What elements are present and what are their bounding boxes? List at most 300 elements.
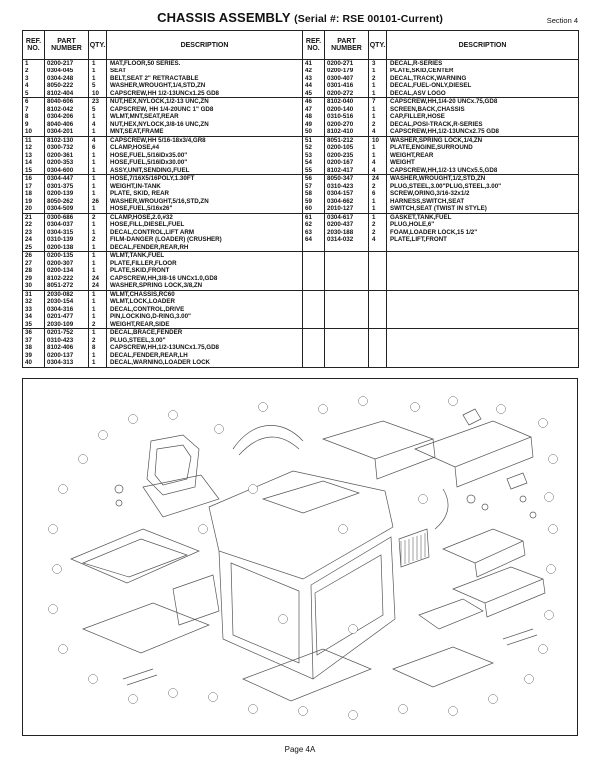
qty-cell: 1 <box>89 290 107 298</box>
table-row <box>23 75 579 82</box>
qty-cell: 1 <box>89 298 107 305</box>
table-row <box>23 68 579 75</box>
ref-no-cell: 49 <box>303 121 325 128</box>
description-cell: HOSE,FILL,DIESEL,FUEL <box>107 221 303 228</box>
ref-no-cell: 29 <box>23 275 45 282</box>
qty-cell <box>369 298 387 305</box>
description-cell <box>387 275 579 282</box>
table-row <box>23 252 579 260</box>
ref-no-cell: 54 <box>303 159 325 166</box>
part-number-cell: 0200-217 <box>45 60 89 68</box>
description-cell: WEIGHT <box>387 159 579 166</box>
qty-cell: 1 <box>369 68 387 75</box>
parts-list-table <box>22 30 579 368</box>
qty-cell: 1 <box>89 352 107 359</box>
title-text: CHASSIS ASSEMBLY <box>157 10 291 25</box>
parts-table-body <box>23 60 579 368</box>
table-row <box>23 313 579 320</box>
ref-no-cell: 48 <box>303 113 325 120</box>
qty-cell: 1 <box>369 198 387 205</box>
description-cell: PLATE,FILLER,FLOOR <box>107 260 303 267</box>
part-number-cell <box>325 337 369 344</box>
table-header-row <box>23 31 579 60</box>
ref-no-cell <box>303 329 325 337</box>
qty-cell: 1 <box>89 252 107 260</box>
qty-cell: 2 <box>369 183 387 190</box>
qty-cell: 1 <box>89 229 107 236</box>
qty-cell: 1 <box>89 244 107 252</box>
callout-bubble <box>53 565 62 574</box>
table-row <box>23 236 579 243</box>
description-cell: CAPSCREW,HH 1/2-13UNCx1.25 GD8 <box>107 90 303 98</box>
qty-cell: 10 <box>369 136 387 144</box>
description-cell: PLUG,STEEL,3.00"PLUG,STEEL,3.00" <box>387 183 579 190</box>
engine-surround-drawing <box>323 421 433 459</box>
qty-cell: 1 <box>89 359 107 367</box>
part-number-cell: 0200-137 <box>45 352 89 359</box>
qty-cell: 1 <box>89 221 107 228</box>
part-number-cell: 0304-600 <box>45 167 89 175</box>
callout-bubble <box>497 405 506 414</box>
ref-no-cell: 40 <box>23 359 45 367</box>
callout-bubble <box>259 403 268 412</box>
description-cell: DECAL,CONTROL,LIFT ARM <box>107 229 303 236</box>
ref-no-cell: 28 <box>23 267 45 274</box>
description-cell: CLAMP,HOSE,#4 <box>107 144 303 151</box>
part-number-cell <box>325 298 369 305</box>
part-number-cell: 0304-037 <box>45 221 89 228</box>
part-number-cell: 0301-375 <box>45 183 89 190</box>
part-number-cell: 0200-270 <box>325 121 369 128</box>
description-cell: DECAL,WARNING,LOADER LOCK <box>107 359 303 367</box>
qty-cell: 4 <box>369 236 387 243</box>
callout-bubble <box>525 675 534 684</box>
qty-cell: 1 <box>369 205 387 213</box>
callout-bubble <box>49 525 58 534</box>
ref-no-cell: 46 <box>303 98 325 106</box>
description-cell <box>387 321 579 329</box>
part-number-cell: 0201-477 <box>45 313 89 320</box>
part-number-cell: 0300-732 <box>45 144 89 151</box>
description-cell: DECAL,ASV LOGO <box>387 90 579 98</box>
ref-no-cell: 31 <box>23 290 45 298</box>
ref-no-cell: 37 <box>23 337 45 344</box>
ref-no-cell <box>303 359 325 367</box>
description-cell <box>387 282 579 290</box>
callout-bubble <box>299 707 308 716</box>
table-row <box>23 221 579 228</box>
ref-no-cell: 47 <box>303 106 325 113</box>
description-cell <box>387 260 579 267</box>
table-row <box>23 275 579 282</box>
ref-no-cell: 30 <box>23 282 45 290</box>
part-number-cell: 0310-139 <box>45 236 89 243</box>
ref-no-cell <box>303 352 325 359</box>
ref-no-cell: 63 <box>303 229 325 236</box>
ref-no-cell <box>303 313 325 320</box>
ref-no-cell: 39 <box>23 352 45 359</box>
table-row <box>23 344 579 351</box>
qty-cell <box>369 329 387 337</box>
part-number-cell: 8050-347 <box>325 175 369 183</box>
callout-bubble <box>129 695 138 704</box>
part-number-cell: 0304-045 <box>45 68 89 75</box>
description-cell <box>387 290 579 298</box>
callout-bubble <box>449 397 458 406</box>
ref-no-cell: 42 <box>303 68 325 75</box>
ref-no-cell: 33 <box>23 306 45 313</box>
part-number-cell: 8040-606 <box>45 98 89 106</box>
ref-no-cell: 57 <box>303 183 325 190</box>
description-header: DESCRIPTION <box>107 31 303 60</box>
table-row <box>23 113 579 120</box>
part-number-cell <box>325 306 369 313</box>
qty-cell: 2 <box>89 236 107 243</box>
part-number-cell: 8102-040 <box>325 98 369 106</box>
qty-cell <box>369 244 387 252</box>
ref-no-cell <box>303 306 325 313</box>
callout-bubble <box>349 711 358 720</box>
qty-cell: 1 <box>89 152 107 159</box>
ref-no-cell: 24 <box>23 236 45 243</box>
ref-no-cell: 19 <box>23 198 45 205</box>
callout-bubble <box>99 431 108 440</box>
description-cell: MAT,FLOOR,50 SERIES. <box>107 60 303 68</box>
description-cell: SEAT <box>107 68 303 75</box>
qty-cell: 2 <box>89 321 107 329</box>
part-number-cell <box>325 321 369 329</box>
part-number-cell: 0200-134 <box>45 267 89 274</box>
qty-cell <box>369 290 387 298</box>
description-cell: CAPSCREW,HH,1/2-13UNCx1.75,GD8 <box>107 344 303 351</box>
ref-no-cell: 8 <box>23 113 45 120</box>
description-cell <box>387 298 579 305</box>
table-row <box>23 298 579 305</box>
table-row <box>23 90 579 98</box>
part-number-cell <box>325 244 369 252</box>
part-number-cell: 0304-206 <box>45 113 89 120</box>
part-number-cell: 8040-406 <box>45 121 89 128</box>
callout-bubble <box>359 397 368 406</box>
callout-bubble <box>489 695 498 704</box>
ref-no-cell: 3 <box>23 75 45 82</box>
part-number-cell: 0200-272 <box>325 90 369 98</box>
table-row <box>23 159 579 166</box>
description-cell: CAPSCREW,HH,1/2-13 UNCx5.5,GD8 <box>387 167 579 175</box>
ref-no-cell <box>303 298 325 305</box>
description-cell: WLMT,TANK,FUEL <box>107 252 303 260</box>
ref-no-cell: 64 <box>303 236 325 243</box>
callout-bubble <box>419 495 428 504</box>
part-number-cell: 0304-248 <box>45 75 89 82</box>
part-number-cell: 0304-617 <box>325 213 369 221</box>
description-cell <box>387 329 579 337</box>
part-number-cell <box>325 352 369 359</box>
ref-no-cell <box>303 275 325 282</box>
part-number-cell: 0314-032 <box>325 236 369 243</box>
qty-cell: 1 <box>369 82 387 89</box>
serial-range: (Serial #: RSE 00101-Current) <box>294 13 443 25</box>
description-cell <box>387 252 579 260</box>
ref-no-cell: 11 <box>23 136 45 144</box>
description-cell: HARNESS,SWITCH,SEAT <box>387 198 579 205</box>
callout-bubble <box>89 675 98 684</box>
ref-no-cell: 16 <box>23 175 45 183</box>
description-cell: MNT,SEAT,FRAME <box>107 128 303 136</box>
callout-bubble <box>411 403 420 412</box>
part-number-cell: 8050-222 <box>45 82 89 89</box>
chassis-exploded-view-drawing <box>23 379 577 735</box>
qty-cell: 2 <box>369 75 387 82</box>
qty-header: QTY. <box>369 31 387 60</box>
qty-cell: 1 <box>89 306 107 313</box>
description-cell: DECAL,TRACK,WARNING <box>387 75 579 82</box>
ref-no-cell: 21 <box>23 213 45 221</box>
description-cell <box>387 344 579 351</box>
description-cell: WASHER,WROUGHT,1/4,STD,ZN <box>107 82 303 89</box>
part-number-cell: 0200-179 <box>325 68 369 75</box>
description-cell: CLAMP,HOSE,2.0,#32 <box>107 213 303 221</box>
ref-no-cell: 4 <box>23 82 45 89</box>
part-number-cell <box>325 267 369 274</box>
callout-bubble <box>249 485 258 494</box>
qty-cell: 4 <box>369 128 387 136</box>
callout-bubble <box>349 625 358 634</box>
callout-bubble <box>549 455 558 464</box>
qty-cell: 4 <box>89 136 107 144</box>
part-number-cell <box>325 252 369 260</box>
description-cell: FILM-DANGER (LOADER) (CRUSHER) <box>107 236 303 243</box>
callout-bubble <box>545 493 554 502</box>
part-number-cell: 0200-271 <box>325 60 369 68</box>
part-number-cell: 0200-437 <box>325 221 369 228</box>
ref-no-cell <box>303 282 325 290</box>
description-cell: BELT,SEAT 2" RETRACTABLE <box>107 75 303 82</box>
table-row <box>23 359 579 367</box>
ref-no-cell: 13 <box>23 152 45 159</box>
table-row <box>23 152 579 159</box>
ref-no-cell: 5 <box>23 90 45 98</box>
qty-cell: 2 <box>89 337 107 344</box>
description-cell: WASHER,WROUGHT,5/16,STD,ZN <box>107 198 303 205</box>
qty-cell <box>369 275 387 282</box>
description-cell: NUT,HEX,NYLOCK,3/8-16 UNC,ZN <box>107 121 303 128</box>
ref-no-cell: 55 <box>303 167 325 175</box>
part-number-cell: 8102-406 <box>45 344 89 351</box>
seat-drawing <box>147 435 199 495</box>
qty-cell: 1 <box>89 205 107 213</box>
qty-cell <box>369 337 387 344</box>
ref-no-cell: 53 <box>303 152 325 159</box>
ref-no-cell: 35 <box>23 321 45 329</box>
callout-bubble <box>399 705 408 714</box>
part-number-cell: 0200-235 <box>325 152 369 159</box>
qty-cell: 1 <box>369 106 387 113</box>
callout-bubble <box>549 525 558 534</box>
callout-bubble <box>249 705 258 714</box>
ref-no-cell: 20 <box>23 205 45 213</box>
description-cell: FOAM,LOADER LOCK,15 1/2" <box>387 229 579 236</box>
ref-no-cell <box>303 260 325 267</box>
qty-cell: 1 <box>369 152 387 159</box>
callout-bubble <box>79 455 88 464</box>
part-number-cell: 0304-315 <box>45 229 89 236</box>
front-skid-plate-drawing <box>83 603 209 653</box>
ref-no-cell: 60 <box>303 205 325 213</box>
part-number-cell: 0304-157 <box>325 190 369 197</box>
table-row <box>23 183 579 190</box>
ref-no-cell: 25 <box>23 244 45 252</box>
part-number-cell: 8102-042 <box>45 106 89 113</box>
part-number-cell: 0200-167 <box>325 159 369 166</box>
qty-cell: 1 <box>89 113 107 120</box>
description-cell: PLATE, SKID, REAR <box>107 190 303 197</box>
table-row <box>23 128 579 136</box>
callout-bubble <box>215 425 224 434</box>
part-number-cell: 0200-353 <box>45 159 89 166</box>
ref-no-cell <box>303 337 325 344</box>
table-row <box>23 352 579 359</box>
part-number-cell: 0304-662 <box>325 198 369 205</box>
part-number-cell: 8102-404 <box>45 90 89 98</box>
qty-cell <box>369 344 387 351</box>
rear-skid-plate-drawing <box>393 647 493 687</box>
description-cell: PLUG,STEEL,3.00" <box>107 337 303 344</box>
qty-cell: 1 <box>89 183 107 190</box>
description-cell: GASKET,TANK,FUEL <box>387 213 579 221</box>
part-number-cell <box>325 260 369 267</box>
part-number-cell: 0300-686 <box>45 213 89 221</box>
rear-weight-drawing <box>443 529 523 563</box>
part-number-cell: 0301-416 <box>325 82 369 89</box>
description-cell <box>387 352 579 359</box>
table-row <box>23 190 579 197</box>
part-number-cell: 0200-361 <box>45 152 89 159</box>
ref-no-cell: 58 <box>303 190 325 197</box>
qty-cell: 4 <box>369 167 387 175</box>
part-number-cell: 8102-410 <box>325 128 369 136</box>
description-cell: ASSY,UNIT,SENDING,FUEL <box>107 167 303 175</box>
qty-cell: 6 <box>89 144 107 151</box>
table-row <box>23 329 579 337</box>
description-cell: DECAL,FENDER,REAR,RH <box>107 244 303 252</box>
table-row <box>23 321 579 329</box>
table-row <box>23 213 579 221</box>
qty-cell: 2 <box>369 121 387 128</box>
part-number-cell: 0310-423 <box>45 337 89 344</box>
part-number-cell: 8050-262 <box>45 198 89 205</box>
description-cell: WEIGHT,REAR,SIDE <box>107 321 303 329</box>
callout-bubble <box>59 485 68 494</box>
part-number-cell <box>325 359 369 367</box>
description-cell: WEIGHT,REAR <box>387 152 579 159</box>
ref-no-cell <box>303 344 325 351</box>
ref-no-cell <box>303 244 325 252</box>
qty-cell: 8 <box>89 344 107 351</box>
description-cell: PLATE,ENGINE,SURROUND <box>387 144 579 151</box>
qty-cell: 1 <box>89 167 107 175</box>
part-number-cell <box>325 275 369 282</box>
table-row <box>23 290 579 298</box>
description-cell: CAPSCREW,HH,1/2-13UNCx2.75 GD8 <box>387 128 579 136</box>
ref-no-cell: 32 <box>23 298 45 305</box>
qty-cell: 1 <box>369 113 387 120</box>
qty-cell: 6 <box>369 190 387 197</box>
qty-cell: 24 <box>89 275 107 282</box>
callout-bubble <box>547 565 556 574</box>
table-row <box>23 306 579 313</box>
table-row <box>23 244 579 252</box>
description-cell: DECAL,CONTROL,DRIVE <box>107 306 303 313</box>
ref-no-cell: 56 <box>303 175 325 183</box>
qty-cell <box>369 352 387 359</box>
description-cell: PLATE,SKID,FRONT <box>107 267 303 274</box>
callout-bubble <box>209 693 218 702</box>
chassis-body-drawing <box>209 471 393 579</box>
part-number-cell: 0304-447 <box>45 175 89 183</box>
table-row <box>23 167 579 175</box>
qty-cell: 2 <box>89 213 107 221</box>
description-cell: DECAL,BRACE,FENDER <box>107 329 303 337</box>
qty-cell: 23 <box>89 98 107 106</box>
callout-bubble <box>449 707 458 716</box>
ref-no-cell: 61 <box>303 213 325 221</box>
qty-cell: 1 <box>369 90 387 98</box>
qty-cell <box>369 260 387 267</box>
qty-cell: 26 <box>89 198 107 205</box>
part-number-cell: 0304-316 <box>45 306 89 313</box>
description-cell: CAP,FILLER,HOSE <box>387 113 579 120</box>
ref-no-cell: 62 <box>303 221 325 228</box>
qty-cell <box>369 267 387 274</box>
qty-cell: 5 <box>89 82 107 89</box>
qty-cell: 24 <box>89 282 107 290</box>
ref-no-cell: 22 <box>23 221 45 228</box>
part-number-cell: 0200-135 <box>45 252 89 260</box>
description-cell: DECAL,POSI-TRACK,R-SERIES <box>387 121 579 128</box>
qty-cell: 1 <box>89 190 107 197</box>
description-cell: CAPSCREW,HH,1/4-20 UNCx.75,GD8 <box>387 98 579 106</box>
description-cell <box>387 306 579 313</box>
description-cell: WLMT,MNT,SEAT,REAR <box>107 113 303 120</box>
description-cell: DECAL,FENDER,REAR,LH <box>107 352 303 359</box>
qty-cell: 1 <box>89 313 107 320</box>
part-number-cell <box>325 282 369 290</box>
part-number-cell: 0200-307 <box>45 260 89 267</box>
part-number-cell: 0201-752 <box>45 329 89 337</box>
part-number-cell: 0310-516 <box>325 113 369 120</box>
description-cell: SWITCH,SEAT (TWIST IN STYLE) <box>387 205 579 213</box>
back-screen-drawing <box>399 529 429 567</box>
ref-no-cell: 27 <box>23 260 45 267</box>
description-cell: CAPSCREW,HH 5/16-18x3/4,GR8 <box>107 136 303 144</box>
part-number-cell: 8102-130 <box>45 136 89 144</box>
qty-cell: 24 <box>369 175 387 183</box>
part-number-cell: 2030-154 <box>45 298 89 305</box>
ref-no-cell: 44 <box>303 82 325 89</box>
part-number-cell: 2010-127 <box>325 205 369 213</box>
page-number: Page 4A <box>284 745 316 754</box>
part-number-cell <box>325 329 369 337</box>
qty-cell: 2 <box>369 229 387 236</box>
part-number-cell: 2030-082 <box>45 290 89 298</box>
qty-cell: 1 <box>89 75 107 82</box>
description-cell: NUT,HEX,NYLOCK,1/2-13 UNC,ZN <box>107 98 303 106</box>
qty-cell <box>369 282 387 290</box>
part-number-cell: 0200-138 <box>45 244 89 252</box>
qty-cell: 3 <box>369 60 387 68</box>
callout-bubble <box>169 689 178 698</box>
